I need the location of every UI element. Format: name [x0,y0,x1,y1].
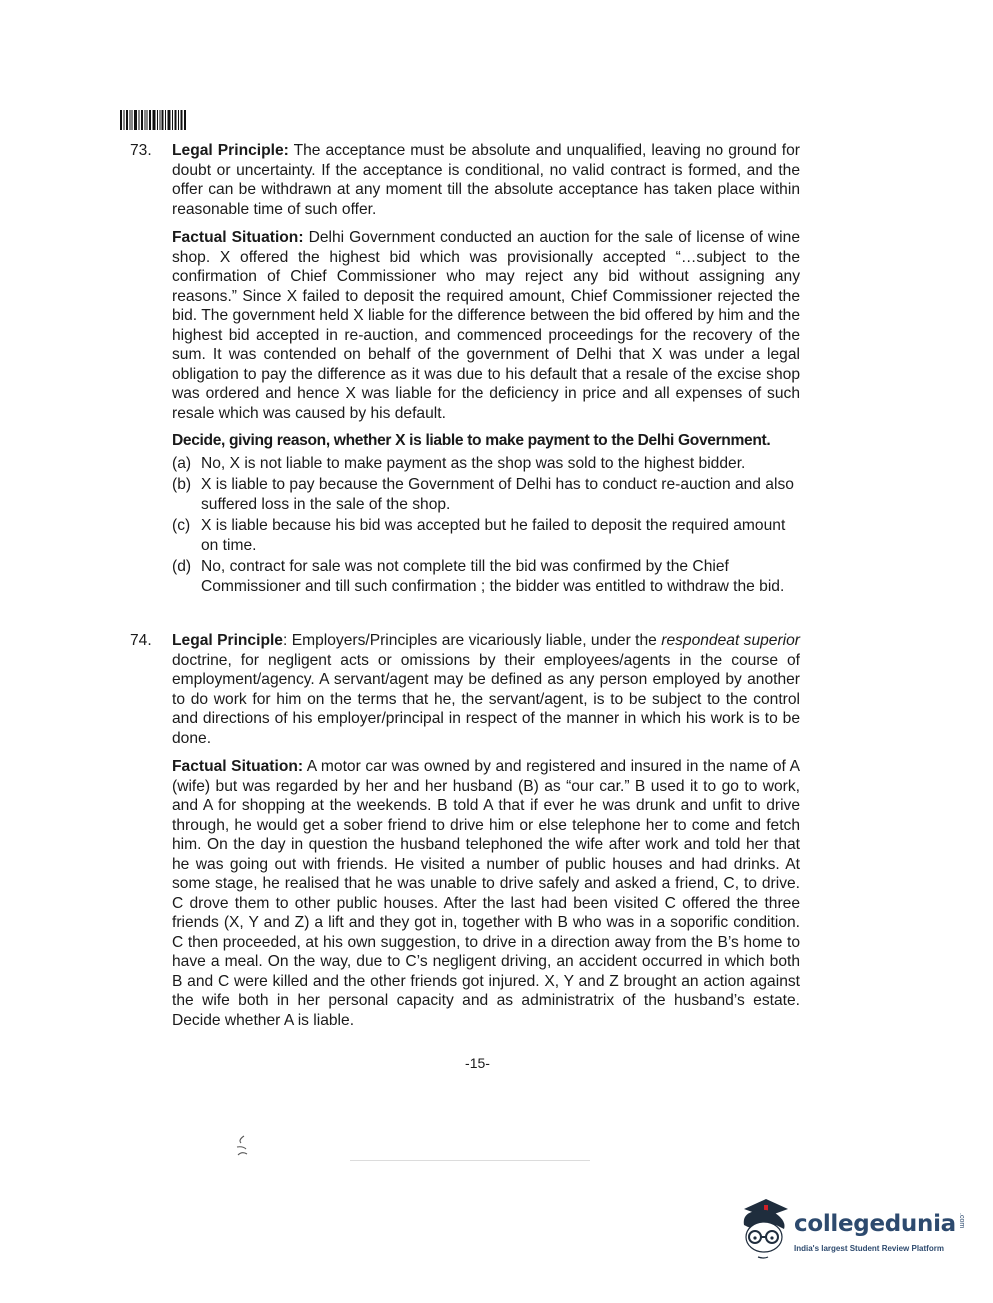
question-number: 74. [130,632,152,649]
option-text: X is liable to pay because the Government of Delhi has to conduct re-auction and also suffered loss in the sale of the shop. [201,476,794,513]
option-a [172,454,800,474]
factual-situation [172,228,800,423]
legal-principle [172,141,800,219]
factual-situation-text: Delhi Government conducted an auction for the sale of license of wine shop. X offered the highest bid which was provisionally accepted “…subject to the confirmation of Chief Commissioner who may reject any bid without assigning any reasons.” Since X failed to deposit the required amount, Chief Commissioner rejected the bid. The government held X liable for the difference between the bid offered by him and the highest bid accepted in re-auction, and commenced proceedings for the recovery of the sum. It was contended on behalf of the government of Delhi that X was under a legal obligation to pay the difference as it was due to his default that a resale of the excise shop was ordered and hence X was liable for the deficiency in price and all expenses of such resale which was caused by his default. [172,229,800,422]
question-number: 73. [130,142,152,159]
question-body [172,631,800,1030]
factual-situation [172,757,800,1030]
logo-name: collegedunia [794,1211,956,1237]
page-number: -15- [465,1055,490,1071]
legal-principle-text-post: doctrine, for negligent acts or omissions by their employees/agents in the course of employment/agency. A servant/agent may be defined as any person employed by another to do work for him on the terms that he, the servant/agent, is to be subject to the control and directions of his employer/principal in respect of the manner in which his work is to be done. [172,651,800,747]
option-letter: (c) [172,517,191,534]
pen-mark-icon [232,1133,252,1159]
option-text: No, contract for sale was not complete till the bid was confirmed by the Chief Commissioner and till such confirmation ; the bidder was entitled to withdraw the bid. [201,558,785,595]
legal-principle-colon: : [282,632,288,649]
divider [350,1160,590,1161]
factual-situation-label: Factual Situation: [172,758,304,775]
logo-tagline: India's largest Student Review Platform [794,1244,944,1253]
option-letter: (b) [172,476,192,493]
legal-principle-label: Legal Principle: [172,142,289,159]
logo-domain: .com [958,1213,965,1229]
barcode [120,110,186,130]
factual-situation-label: Factual Situation: [172,229,304,246]
legal-principle-text-pre: Employers/Principles are vicariously liable, under the [291,632,657,649]
option-d [172,557,800,596]
option-text: No, X is not liable to make payment as the shop was sold to the highest bidder. [201,454,746,472]
option-text: X is liable because his bid was accepted but he failed to deposit the required amount on time. [201,517,786,554]
option-c [172,516,800,555]
legal-principle-text: The acceptance must be absolute and unqualified, leaving no ground for doubt or uncertainty. If the acceptance is conditional, no valid contract is formed, and the offer can be withdrawn at any moment till the absolute acceptance has taken place within reasonable time of such offer. [172,142,800,218]
factual-situation-text: A motor car was owned by and registered and insured in the name of A (wife) but was regarded by her and her husband (B) as “our car.” B used it to go to work, and A for shopping at the weekends. B told A that if ever he was drunk and unfit to drive through, he would get a sober friend to drive him or else telephone her to come and fetch him. On the day in question the husband telephoned the wife after work and told her that he was going out with friends. He visited a number of public houses and had drinks. At some stage, he realised that he was unable to drive safely and asked a friend, C, to drive. C drove them to other public houses. After the last had been visited C offered the three friends (X, Y and Z) a lift and they got in, together with B who was in a soporific condition. C then proceeded, at his own suggestion, to drive in a direction away from the B’s home to have a meal. On the way, due to C’s negligent driving, an accident occurred in which both B and C were killed and the other friends got injured. X, Y and Z brought an action against the wife both in her personal capacity and as administratrix of the husband’s estate. Decide whether A is liable. [172,758,800,1029]
legal-principle [172,631,800,748]
legal-principle-label: Legal Principle [172,632,283,649]
option-b [172,475,800,514]
collegedunia-logo [736,1195,966,1265]
question-73 [130,141,800,598]
option-letter: (a) [172,454,192,472]
mascot-icon [736,1195,792,1259]
doctrine-name: respondeat superior [661,632,800,649]
decide-prompt: Decide, giving reason, whether X is liable to make payment to the Delhi Government. [172,432,771,449]
answer-options [172,454,800,597]
question-body [172,141,800,596]
question-74 [130,631,800,1030]
option-letter: (d) [172,558,192,575]
